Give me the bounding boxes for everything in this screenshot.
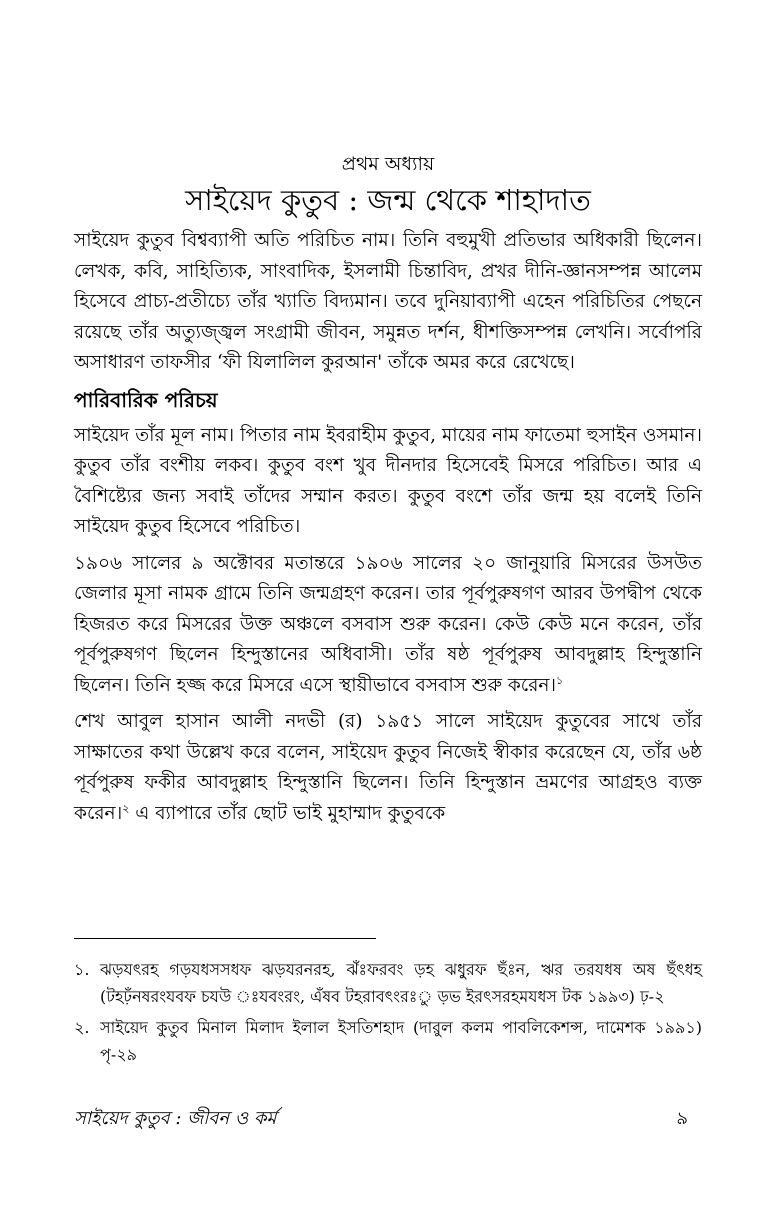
chapter-title: সাইয়েদ কুতুব : জন্ম থেকে শাহাদাত (185, 183, 591, 217)
running-footer-title: সাইয়েদ কুতুব : জীবন ও কর্ম (74, 1107, 277, 1129)
footnote-item (74, 956, 702, 1010)
family-paragraph-3 (74, 707, 702, 829)
family-paragraph-3-tail: এ ব্যাপারে তাঁর ছোট ভাই মুহাম্মাদ কুতুবকে (129, 802, 446, 824)
intro-paragraph: সাইয়েদ কুতুব বিশ্বব্যাপী অতি পরিচিত নাম। তিনি বহুমুখী প্রতিভার অধিকারী ছিলেন। লেখক, কবি, সাহিত্যিক, সাংবাদিক, ইসলামী চিন্তাবিদ, প্রখর দীনি-জ্ঞানসম্পন্ন আলেম হিসেবে প্রাচ্য-প্রতীচ্যে তাঁর খ্যাতি বিদ্যমান। তবে দুনিয়াব্যাপী এহেন পরিচিতির পেছনে রয়েছে তাঁর অত্যুজ্জ্বল সংগ্রামী জীবন, সমুন্নত দর্শন, ধীশক্তিসম্পন্ন লেখনি। সর্বোপরি অসাধারণ তাফসীর ‘ফী যিলালিল কুরআন' তাঁকে অমর করে রেখেছে। (74, 230, 702, 373)
footnote-ref-1[interactable]: ১ (556, 673, 564, 687)
page-footer (74, 1104, 702, 1134)
footnote-text: সাইয়েদ কুতুব মিনাল মিলাদ ইলাল ইসতিশহাদ (দার‍ুল কলম পাবলিকেশন্স, দামেশক ১৯৯১) পৃ-২৯ (100, 1018, 702, 1064)
family-paragraph-2-text: ১৯০৬ সালের ৯ অক্টোবর মতান্তরে ১৯০৬ সালের ২০ জানুয়ারি মিসরের উসউত জেলার মূসা নামক গ্রামে তিনি জন্মগ্রহণ করেন। তার পূর্বপুরুষগণ আরব উপদ্বীপ থেকে হিজরত করে মিসরের উক্ত অঞ্চলে বসবাস শুরু করেন। কেউ কেউ মনে করেন, তাঁর পূর্বপুরুষগণ ছিলেন হিন্দুস্তানের অধিবাসী। তাঁর ষষ্ঠ পূর্বপুরুষ আবদুল্লাহ হিন্দুস্তানি ছিলেন। তিনি হজ্জ করে মিসরে এসে স্থায়ীভাবে বসবাস শুরু করেন। (74, 552, 702, 696)
family-paragraph-2 (74, 549, 702, 702)
footnote-number: ১. (74, 960, 90, 979)
family-paragraph-1: সাইয়েদ তাঁর মূল নাম। পিতার নাম ইবরাহীম কুতুব, মায়ের নাম ফাতেমা হুসাইন ওসমান। কুতুব তাঁর বংশীয় লকব। কুতুব বংশ খুব দীনদার হিসেবেই মিসরে পরিচিত। আর এ বৈশিষ্ট্যের জন্য সবাই তাঁদের সম্মান করত। কুতুব বংশে তাঁর জন্ম হয় বলেই তিনি সাইয়েদ কুতুব হিসেবে পরিচিত। (74, 424, 702, 537)
footnotes (74, 956, 702, 1072)
page-body (74, 150, 702, 835)
section-heading: পারিবারিক পরিচয় (74, 387, 218, 412)
page-number: ৯ (676, 1107, 688, 1129)
chapter-label: প্রথম অধ্যায় (341, 153, 435, 175)
family-paragraph-3-text: শেখ আবুল হাসান আলী নদভী (র) ১৯৫১ সালে সাইয়েদ কুতুবের সাথে তাঁর সাক্ষাতের কথা উল্লেখ করে বলেন, সাইয়েদ কুতুব নিজেই স্বীকার করেছেন যে, তাঁর ৬ষ্ঠ পূর্বপুরুষ ফকীর আবদুল্লাহ হিন্দুস্তানি ছিলেন। তিনি হিন্দুস্তান ভ্রমণের আগ্রহও ব্যক্ত করেন। (74, 711, 702, 824)
footnote-ref-2[interactable]: ২ (122, 801, 130, 815)
footnote-number: ২. (74, 1018, 90, 1037)
footnote-text: ঝড়যৎরহ গড়যধসসধফ ঝড়যরনরহ, ঝঁঃফরবং ড়হ ঝধুুরফ ছঁঃন, ঋর তরযধষ অষ ছঁৎধহ (টহঢ়ঁনষরংযবফ চযউ ঃযবংরং, এঁষব টহরাবৎংরঃু ড়ভ ইরৎসরহমযধস টক ১৯৯৩) ঢ়-২ (100, 960, 702, 1006)
footnote-divider (74, 938, 376, 939)
footnote-item (74, 1014, 702, 1068)
